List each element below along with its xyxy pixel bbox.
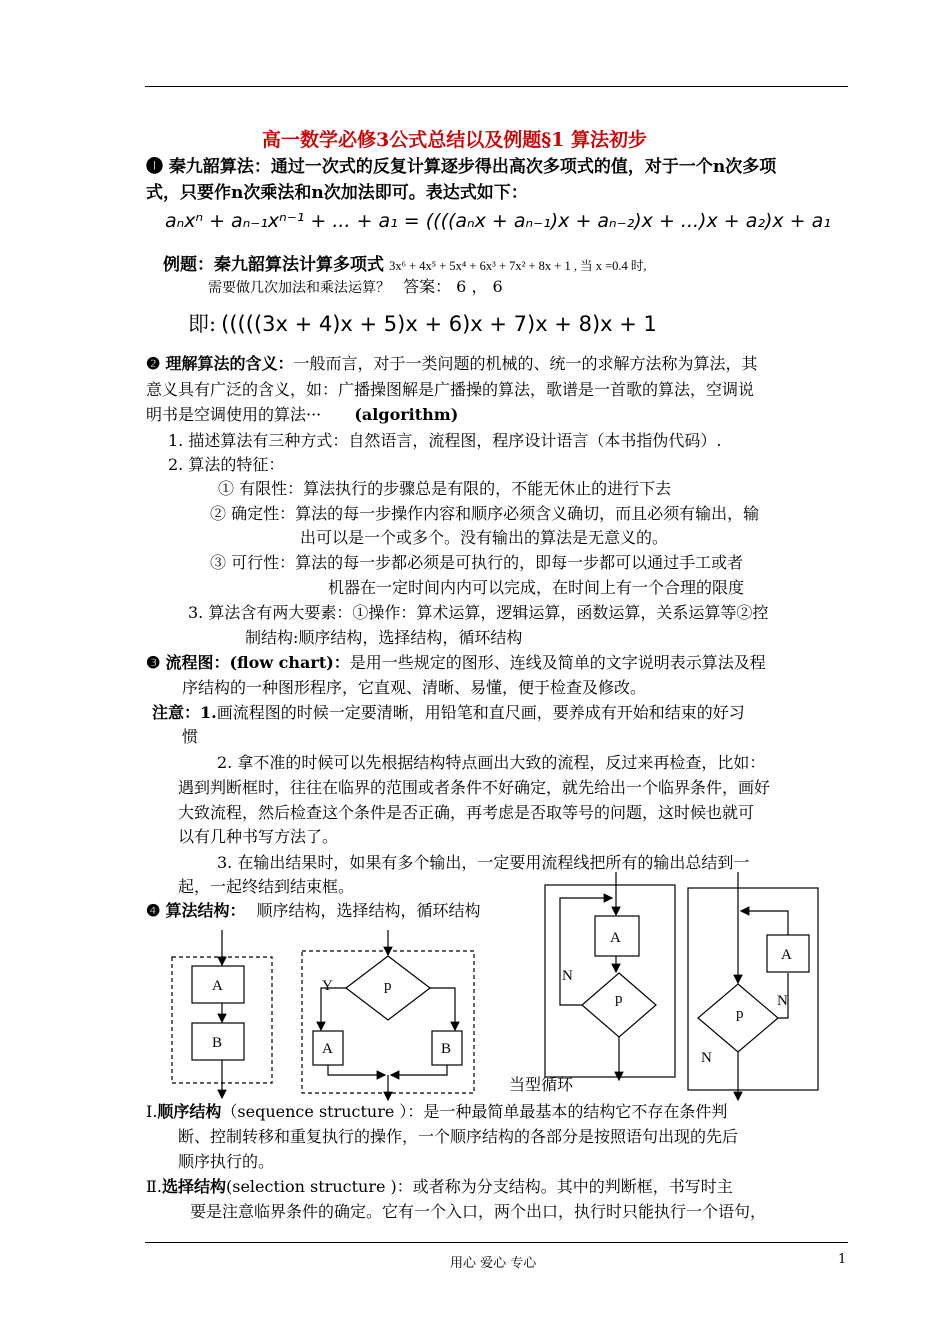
bullet-3-icon: ❸ xyxy=(146,653,161,672)
note-3b: 起，一起终结到结束框。 xyxy=(178,877,355,896)
while-loop-label: 当型循环 xyxy=(509,1075,574,1094)
selection-heading: 选择结构 xyxy=(161,1177,226,1196)
sequence-line1 xyxy=(146,1099,727,1122)
example-question-line xyxy=(208,274,503,297)
section-2-heading: 理解算法的含义： xyxy=(165,354,294,373)
sequence-text2: 断、控制转移和重复执行的操作，一个顺序结构的各部分是按照语句出现的先后 xyxy=(178,1127,739,1146)
feature-finite: ① 有限性：算法执行的步骤总是有限的，不能无休止的进行下去 xyxy=(218,479,672,498)
loop2-label-n2: N xyxy=(701,1050,712,1066)
selection-numeral: Ⅱ. xyxy=(146,1177,162,1196)
page-title: 高一数学必修3公式总结以及例题§1 算法初步 xyxy=(262,129,647,151)
example-answer: 答案： 6 ， 6 xyxy=(403,277,503,296)
section-4-heading: 算法结构： xyxy=(165,901,246,920)
sel-label-p: p xyxy=(384,978,392,994)
seq-label-a: A xyxy=(212,978,223,994)
loop1-box-a xyxy=(595,916,639,956)
sequence-text1: （sequence structure ）：是一种最简单最基本的结构它不存在条件判 xyxy=(221,1102,728,1121)
loop1-label-a: A xyxy=(610,930,621,946)
seq-box-a xyxy=(192,966,244,1003)
section-1-text2: 式，只要作n次乘法和n次加法即可。表达式如下： xyxy=(146,183,528,203)
note-1-line xyxy=(152,700,745,723)
feature-definite-b: 出可以是一个或多个。没有输出的算法是无意义的。 xyxy=(300,528,669,547)
loop2-label-p: p xyxy=(736,1006,744,1022)
section-3-text2: 序结构的一种图形程序，它直观、清晰、易懂，便于检查及修改。 xyxy=(182,678,647,697)
section-1-text1: 通过一次式的反复计算逐步得出高次多项式的值，对于一个n次多项 xyxy=(270,157,777,177)
loop-diagram-2 xyxy=(688,872,818,1100)
item-2: 2. 算法的特征： xyxy=(168,455,285,474)
ji-expression: (((((3x + 4)x + 5)x + 6)x + 7)x + 8)x + 1 xyxy=(221,312,657,336)
selection-line1 xyxy=(146,1174,733,1197)
selection-text1: (selection structure )：或者称为分支结构。其中的判断框，书写时主 xyxy=(225,1177,733,1196)
item-3a: 3. 算法含有两大要素：①操作：算术运算，逻辑运算，函数运算，关系运算等②控 xyxy=(188,603,769,622)
loop2-label-a: A xyxy=(781,947,792,963)
loop2-decision xyxy=(698,984,778,1052)
header-rule xyxy=(145,86,848,87)
item-3b: 制结构:顺序结构，选择结构，循环结构 xyxy=(245,628,523,647)
section-2-line3 xyxy=(146,402,458,425)
horner-formula: aₙxⁿ + aₙ₋₁xⁿ⁻¹ + ... + a₁ = ((((aₙx + aₙ₋₁)x + aₙ₋₂)x + ...)x + a₂)x + a₁ xyxy=(165,210,831,232)
section-1-heading: 秦九韶算法： xyxy=(168,157,271,177)
bullet-4-icon: ❹ xyxy=(146,901,161,920)
sequence-heading: 顺序结构 xyxy=(157,1102,222,1121)
page-number: 1 xyxy=(838,1252,847,1267)
selection-diagram xyxy=(302,930,474,1100)
section-2-line1 xyxy=(146,351,757,374)
sel-box-a xyxy=(313,1031,343,1065)
feature-feasible-a: ③ 可行性：算法的每一步都必须是可执行的，即每一步都可以通过手工或者 xyxy=(210,553,744,572)
section-3-line1 xyxy=(146,650,766,673)
loop-diagram-1 xyxy=(545,872,675,1080)
note-1a: 画流程图的时候一定要清晰，用铅笔和直尺画，要养成有开始和结束的好习 xyxy=(216,703,745,722)
algorithm-term: (algorithm) xyxy=(354,405,459,424)
example-polynomial: 3x⁶ + 4x⁵ + 5x⁴ + 6x³ + 7x² + 8x + 1 , 当 x =0.4 时, xyxy=(389,259,647,273)
feature-definite-a: ② 确定性：算法的每一步操作内容和顺序必须含义确切，而且必须有输出，输 xyxy=(210,504,760,523)
footer-text: 用心 爱心 专心 xyxy=(450,1256,537,1271)
sel-decision xyxy=(346,956,430,1020)
section-4-line xyxy=(146,898,481,921)
selection-text2: 要是注意临界条件的确定。它有一个入口，两个出口，执行时只能执行一个语句， xyxy=(190,1202,767,1221)
sequence-diagram xyxy=(172,930,272,1098)
section-2-text1: 一般而言，对于一类问题的机械的、统一的求解方法称为算法，其 xyxy=(293,354,758,373)
footer-rule xyxy=(145,1242,848,1243)
loop1-label-n: N xyxy=(562,968,573,984)
seq-box-b xyxy=(192,1023,244,1060)
section-2-text3: 明书是空调使用的算法··· xyxy=(146,405,322,424)
example-question: 需要做几次加法和乘法运算？ xyxy=(208,281,390,296)
sel-label-y: Y xyxy=(322,978,333,994)
sequence-text3: 顺序执行的。 xyxy=(178,1152,275,1171)
sequence-numeral: Ⅰ. xyxy=(146,1102,158,1121)
loop1-decision xyxy=(582,973,656,1037)
section-1-line1 xyxy=(146,152,776,177)
seq-label-b: B xyxy=(212,1035,223,1051)
feature-feasible-b: 机器在一定时间内内可以完成，在时间上有一个合理的限度 xyxy=(328,578,745,597)
section-3-heading: 流程图：(flow chart)： xyxy=(165,653,350,672)
note-3a: 3. 在输出结果时，如果有多个输出，一定要用流程线把所有的输出总结到一 xyxy=(217,853,750,872)
bullet-1-icon: ❶ xyxy=(146,157,163,177)
note-1b: 惯 xyxy=(182,727,199,746)
sel-label-b: B xyxy=(441,1041,452,1057)
note-label: 注意：1. xyxy=(152,703,217,722)
section-2-text2: 意义具有广泛的含义，如：广播操图解是广播操的算法，歌谱是一首歌的算法，空调说 xyxy=(146,380,755,399)
loop2-label-n1: N xyxy=(777,993,788,1009)
bullet-2-icon: ❷ xyxy=(146,354,161,373)
ji-line xyxy=(188,308,657,338)
section-4-text: 顺序结构，选择结构，循环结构 xyxy=(256,901,481,920)
ji-label: 即: xyxy=(188,312,217,336)
section-3-text1: 是用一些规定的图形、连线及简单的文字说明表示算法及程 xyxy=(349,653,766,672)
example-label: 例题：秦九韶算法计算多项式 xyxy=(163,255,384,275)
example-line xyxy=(163,250,647,275)
loop2-box-a xyxy=(767,935,809,972)
loop1-label-p: p xyxy=(615,991,623,1007)
note-2b: 遇到判断框时，往往在临界的范围或者条件不好确定，就先给出一个临界条件，画好 xyxy=(178,778,771,797)
sel-box-b xyxy=(432,1031,462,1065)
sel-label-a: A xyxy=(322,1041,333,1057)
item-1: 1. 描述算法有三种方式：自然语言，流程图，程序设计语言（本书指伪代码）. xyxy=(168,431,722,450)
note-2d: 以有几种书写方法了。 xyxy=(178,827,339,846)
note-2c: 大致流程，然后检查这个条件是否正确，再考虑是否取等号的问题，这时候也就可 xyxy=(178,803,755,822)
note-2a: 2. 拿不准的时候可以先根据结构特点画出大致的流程，反过来再检查，比如： xyxy=(217,753,766,772)
